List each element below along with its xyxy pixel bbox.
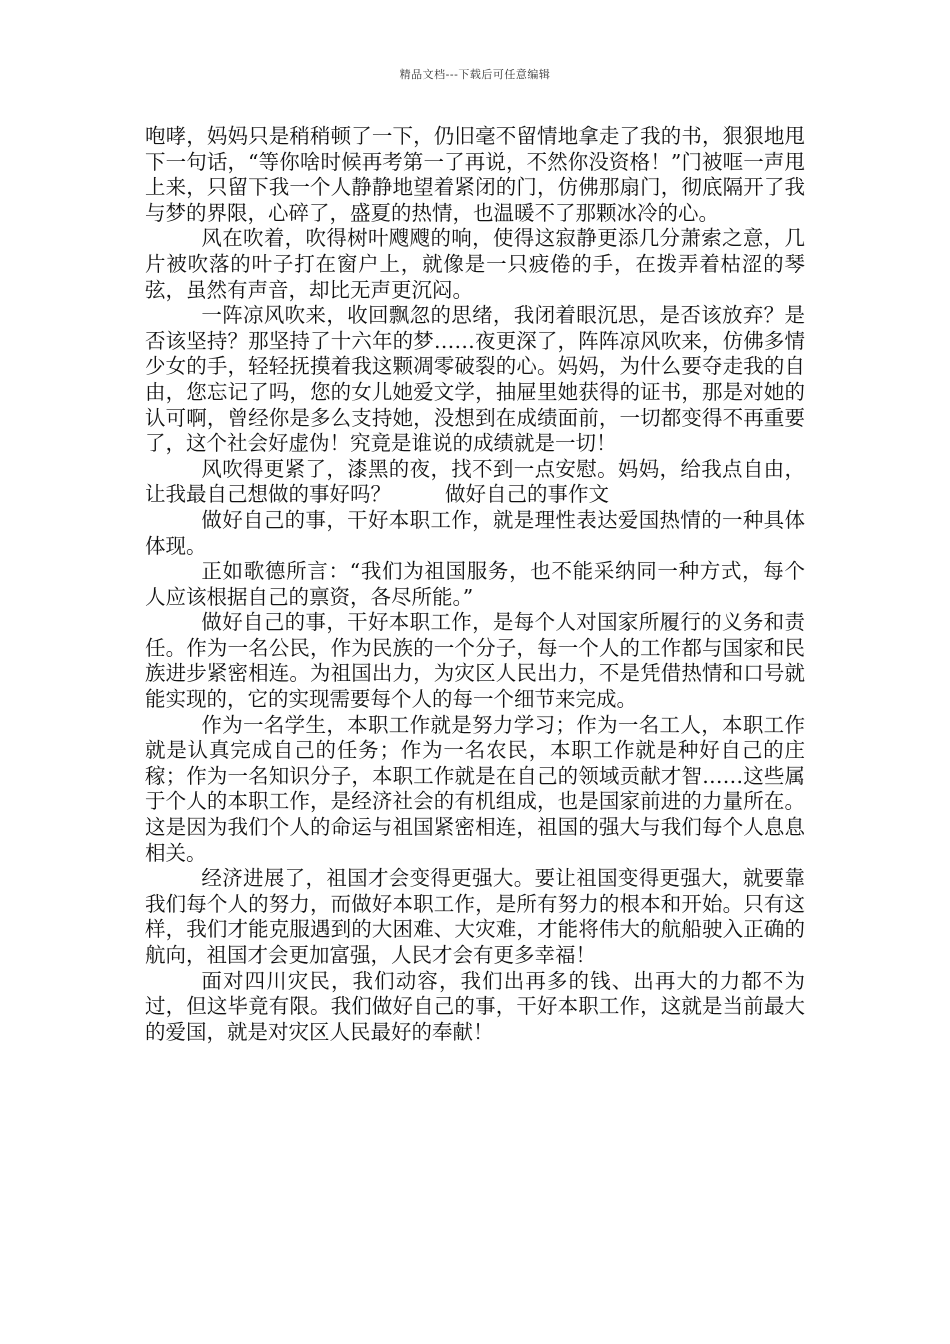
- paragraph-6: 正如歌德所言：“我们为祖国服务，也不能采纳同一种方式，每个人应该根据自己的禀资，各尽所能。”: [145, 559, 805, 609]
- paragraph-2: 风在吹着，吹得树叶飕飕的响，使得这寂静更添几分萧索之意，几片被吹落的叶子打在窗户上，就像是一只疲倦的手，在拨弄着枯涩的琴弦，虽然有声音，却比无声更沉闷。: [145, 226, 805, 302]
- paragraph-3: 一阵凉风吹来，收回飘忽的思绪，我闭着眼沉思，是否该放弃？是否该坚持？那坚持了十六年的梦……夜更深了，阵阵凉风吹来，仿佛多情少女的手，轻轻抚摸着我这颗凋零破裂的心。妈妈，为什么要夺走我的自由，您忘记了吗，您的女儿她爱文学，抽屉里她获得的证书，那是对她的认可啊，曾经你是多么支持她，没想到在成绩面前，一切都变得不再重要了，这个社会好虚伪！究竟是谁说的成绩就是一切！: [145, 303, 805, 456]
- document-body: [145, 124, 805, 1045]
- paragraph-4-text: 风吹得更紧了，漆黑的夜，找不到一点安慰。妈妈，给我点自由，让我最自己想做的事好吗？: [145, 456, 805, 507]
- page-header: 精品文档---下载后可任意编辑: [399, 68, 551, 81]
- paragraph-8: 作为一名学生，本职工作就是努力学习；作为一名工人，本职工作就是认真完成自己的任务；作为一名农民，本职工作就是种好自己的庄稼；作为一名知识分子，本职工作就是在自己的领域贡献才智……这些属于个人的本职工作，是经济社会的有机组成，也是国家前进的力量所在。这是因为我们个人的命运与祖国紧密相连，祖国的强大与我们每个人息息相关。: [145, 712, 805, 865]
- essay-title: 做好自己的事作文: [445, 482, 609, 507]
- paragraph-10: 面对四川灾民，我们动容，我们出再多的钱、出再大的力都不为过，但这毕竟有限。我们做好自己的事，干好本职工作，这就是当前最大的爱国，就是对灾区人民最好的奉献！: [145, 968, 805, 1044]
- paragraph-5: 做好自己的事，干好本职工作，就是理性表达爱国热情的一种具体体现。: [145, 507, 805, 558]
- paragraph-1: 咆哮，妈妈只是稍稍顿了一下，仍旧毫不留情地拿走了我的书，狠狠地甩下一句话，“等你啥时候再考第一了再说，不然你没资格！”门被哐一声甩上来，只留下我一个人静静地望着紧闭的门，仿佛那扇门，彻底隔开了我与梦的界限，心碎了，盛夏的热情，也温暖不了那颗冰冷的心。: [145, 124, 805, 225]
- paragraph-4: [145, 457, 805, 508]
- paragraph-9: 经济进展了，祖国才会变得更强大。要让祖国变得更强大，就要靠我们每个人的努力，而做好本职工作，是所有努力的根本和开始。只有这样，我们才能克服遇到的大困难、大灾难，才能将伟大的航船驶入正确的航向，祖国才会更加富强，人民才会有更多幸福！: [145, 866, 805, 967]
- paragraph-7: 做好自己的事，干好本职工作，是每个人对国家所履行的义务和责任。作为一名公民，作为民族的一个分子，每一个人的工作都与国家和民族进步紧密相连。为祖国出力，为灾区人民出力，不是凭借热情和口号就能实现的，它的实现需要每个人的每一个细节来完成。: [145, 610, 805, 712]
